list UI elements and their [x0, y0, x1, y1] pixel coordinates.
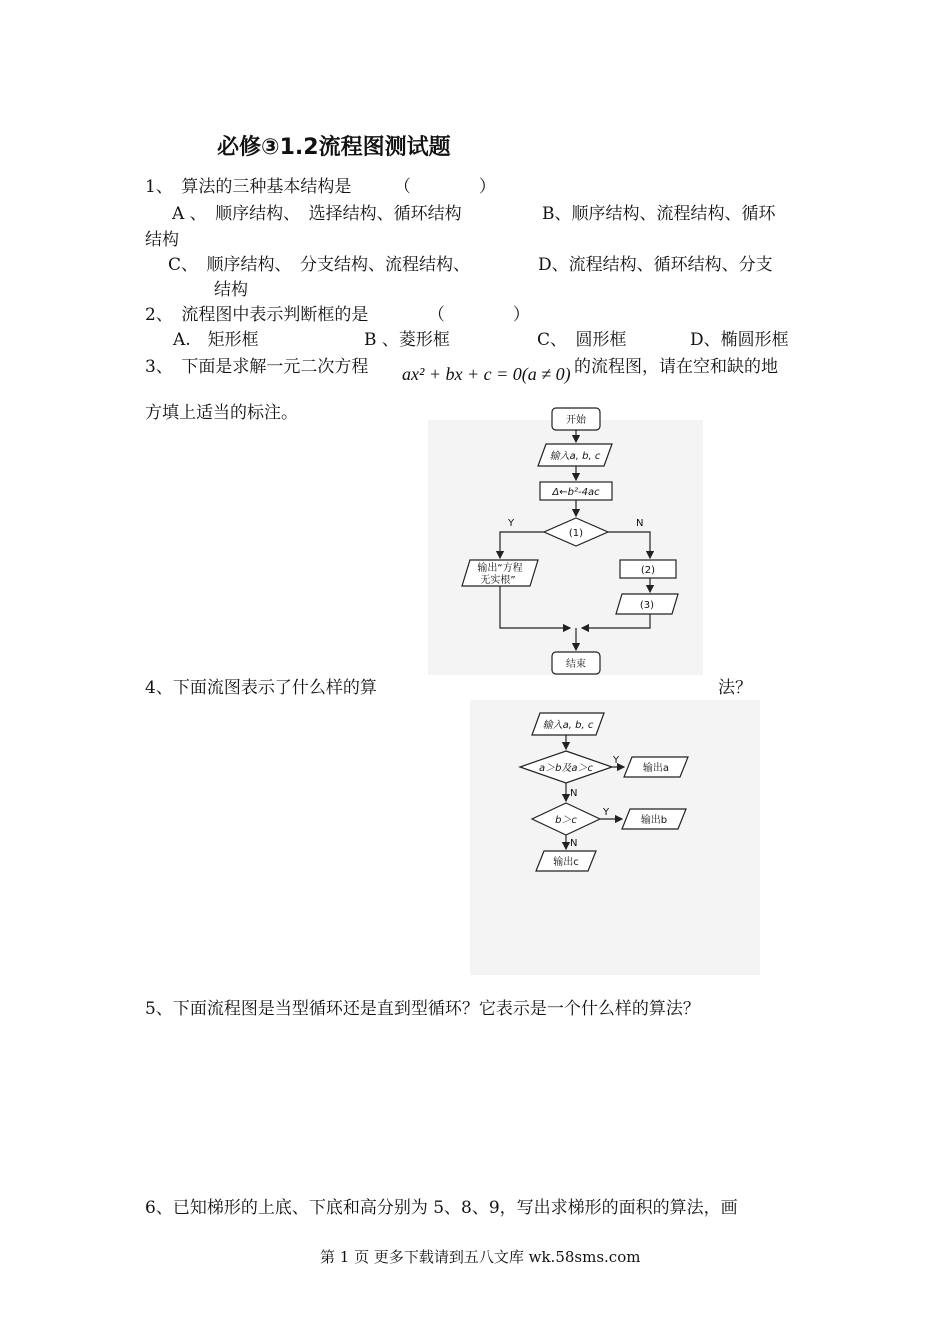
q1-stem: 1、 算法的三种基本结构是 （ ） [145, 177, 496, 197]
q6-stem: 6、已知梯形的上底、下底和高分别为 5、8、9，写出求梯形的面积的算法，画 [145, 1198, 738, 1218]
delta-label: Δ←b²-4ac [552, 487, 600, 498]
cond2-yes: Y [603, 807, 610, 818]
out-b-label: 输出b [640, 815, 668, 826]
q1-option-d: D、流程结构、循环结构、分支 [538, 255, 773, 275]
q1-option-d-cont: 结构 [214, 280, 248, 300]
page-footer: 第 1 页 更多下载请到五八文库 wk.58sms.com [320, 1248, 641, 1266]
out-a-label: 输出a [642, 763, 670, 774]
box2-label: (2) [640, 565, 656, 576]
q2-option-b: B 、菱形框 [364, 330, 450, 350]
input-label-2: 输入a, b, c [542, 720, 594, 731]
cond1-yes: Y [613, 755, 620, 766]
end-label: 结束 [566, 659, 586, 670]
q3-equation: ax² + bx + c = 0(a ≠ 0) [402, 364, 571, 384]
out-c-label: 输出c [553, 857, 579, 868]
q2-option-a: A. 矩形框 [173, 330, 259, 350]
page-title: 必修③1.2流程图测试题 [217, 135, 451, 160]
box3-label: (3) [639, 600, 655, 611]
q2-option-c: C、 圆形框 [537, 330, 627, 350]
output-line1: 输出“方程 [477, 563, 523, 574]
cond2-no: N [570, 838, 578, 849]
q2-option-d: D、椭圆形框 [690, 330, 789, 350]
q1-option-b-cont: 结构 [145, 230, 179, 250]
q3-stem-before: 3、 下面是求解一元二次方程 [145, 357, 369, 377]
input-label: 输入a, b, c [549, 451, 601, 462]
q5-stem: 5、下面流程图是当型循环还是直到型循环？它表示是一个什么样的算法？ [145, 999, 700, 1019]
flowchart-max [500, 705, 720, 885]
q3-stem-after: 的流程图，请在空和缺的地 [574, 357, 778, 377]
output-line2: 无实根” [480, 575, 516, 586]
q3-stem-line2: 方填上适当的标注。 [145, 403, 298, 423]
q1-option-a: A 、 顺序结构、 选择结构、循环结构 [172, 204, 462, 224]
cond1-no: N [570, 788, 578, 799]
cond1-label: a＞b及a＞c [538, 763, 594, 774]
q1-option-b: B、顺序结构、流程结构、循环 [542, 204, 776, 224]
q1-option-c: C、 顺序结构、 分支结构、流程结构、 [168, 255, 471, 275]
q4-stem: 4、下面流图表示了什么样的算 [145, 678, 377, 698]
q4-stem-end: 法？ [718, 678, 752, 698]
q2-stem: 2、 流程图中表示判断框的是 （ ） [145, 305, 530, 325]
yes-label: Y [508, 518, 515, 529]
start-label: 开始 [566, 415, 586, 426]
flowchart-quadratic [440, 400, 710, 685]
decision-label: (1) [568, 528, 584, 539]
cond2-label: b＞c [555, 815, 577, 826]
no-label: N [636, 518, 644, 529]
